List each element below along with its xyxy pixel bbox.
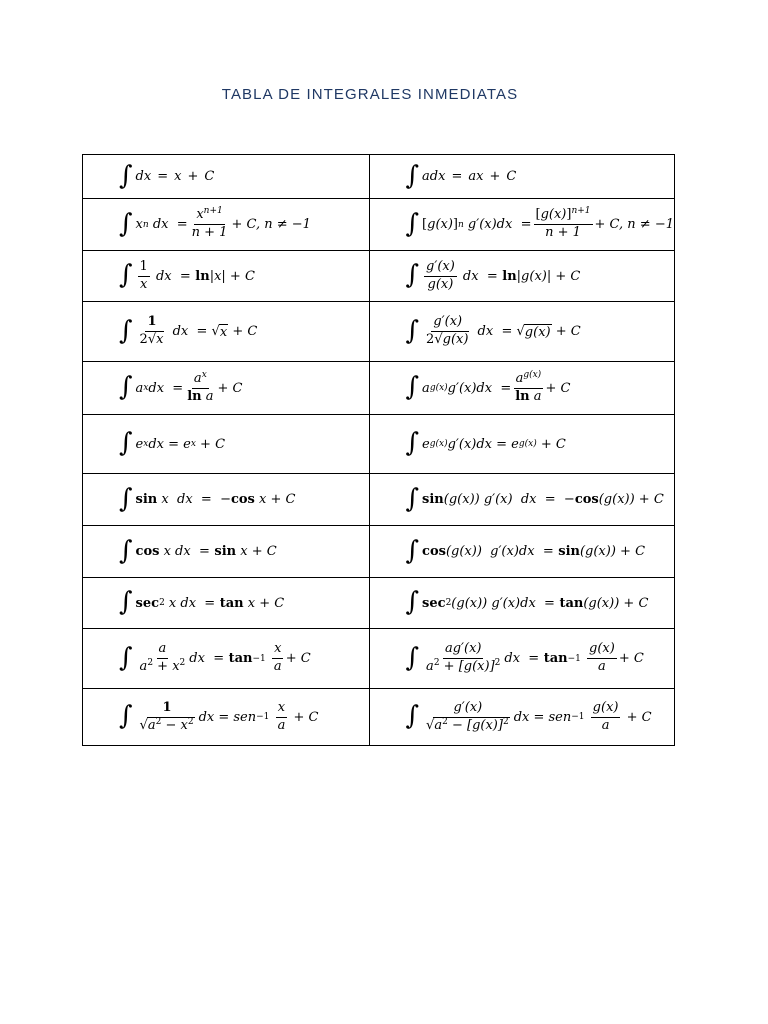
- formula-left: ∫ $\frac{a}{a^2 + x^2}$ dx = tan −1 $\frac{x}{a}$ + C: [83, 629, 370, 689]
- formula-left: ∫ x n dx = $\frac{x^{n+1}}{n + 1}$ + C, n ≠ −1: [83, 199, 370, 251]
- formula-right: ∫ sec 2 (g(x)) g′(x)dx = tan (g(x)) + C: [369, 578, 675, 629]
- table-row: [83, 199, 675, 251]
- formula-right: ∫ [ g(x) ] n g′(x)dx = $\frac{[g(x)]^{n+1}}{n + 1}$ + C, n ≠ −1: [369, 199, 675, 251]
- formula-left: ∫ $\frac{1}{√a^2 - x^2}$ dx = sen −1 $\frac{x}{a}$ + C: [83, 689, 370, 746]
- formula-left: ∫ $\frac{1}{2√x}$ dx = √ x + C: [83, 302, 370, 362]
- table-row: [83, 251, 675, 302]
- formula-left: ∫ sin x dx = − cos x + C: [83, 474, 370, 526]
- formula-right: ∫ $\frac{ag'(x)}{a^2 + [g(x)]^2}$ dx = tan −1 $\frac{g(x)}{a}$ + C: [369, 629, 675, 689]
- formula-right: ∫ sin (g(x)) g′(x) dx = − cos (g(x)) + C: [369, 474, 675, 526]
- formula-right: ∫ e g(x) g′(x)dx = e g(x) + C: [369, 415, 675, 474]
- table-row: [83, 155, 675, 199]
- table-row: [83, 362, 675, 415]
- formula-right: ∫ $\frac{g'(x)}{g(x)}$ dx = ln |g(x)| + C: [369, 251, 675, 302]
- formula-left: ∫ dx = x + C: [83, 155, 370, 199]
- table-row: [83, 302, 675, 362]
- formula-left: ∫ a x dx = $\frac{a^x}{\text{ln a}}$ + C: [83, 362, 370, 415]
- formula-left: ∫ sec 2 x dx = tan x + C: [83, 578, 370, 629]
- table-row: [83, 689, 675, 746]
- formula-left: ∫ e x dx = e x + C: [83, 415, 370, 474]
- table-row: [83, 578, 675, 629]
- table-row: [83, 474, 675, 526]
- table-row: [83, 415, 675, 474]
- page-title: TABLA DE INTEGRALES INMEDIATAS: [221, 86, 519, 103]
- formula-right: ∫ $\frac{g'(x)}{√a^2 - [g(x)]^2}$ dx = sen −1 $\frac{g(x)}{a}$ + C: [369, 689, 675, 746]
- formula-right: ∫ adx = ax + C: [369, 155, 675, 199]
- formula-right: ∫ cos (g(x)) g′(x)dx = sin (g(x)) + C: [369, 526, 675, 578]
- table-row: [83, 629, 675, 689]
- formula-right: ∫ $\frac{g'(x)}{2√g(x)}$ dx = √ g(x) + C: [369, 302, 675, 362]
- integrals-table: [82, 154, 675, 746]
- table-row: [83, 526, 675, 578]
- formula-right: ∫ a g(x) g′(x)dx = $\frac{a^{g(x)}}{\text{ln a}}$ + C: [369, 362, 675, 415]
- formula-left: ∫ cos x dx = sin x + C: [83, 526, 370, 578]
- formula-left: ∫ $\frac{1}{x}$ dx = ln |x| + C: [83, 251, 370, 302]
